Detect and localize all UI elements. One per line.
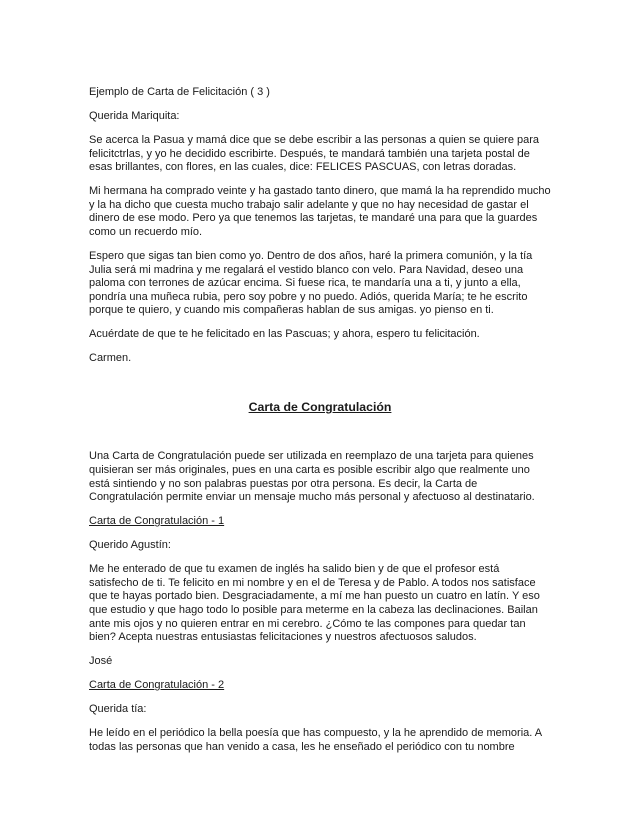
- section-intro: Una Carta de Congratulación puede ser utilizada en reemplazo de una tarjeta para quienes quisieran ser más originales, pues en una carta es posible escribir algo que realmente uno está sintiendo y no son palabras puestas por otra persona. Es decir, la Carta de Congratulación permite enviar un mensaje mucho más personal y afectuoso al destinatario.: [89, 450, 535, 504]
- letter-greeting: Querido Agustín:: [89, 539, 171, 552]
- document-page: [89, 86, 551, 754]
- letter-signature: Carmen.: [89, 352, 132, 365]
- letter-subtitle: Carta de Congratulación - 2: [89, 679, 225, 692]
- letter-paragraph: Espero que sigas tan bien como yo. Dentro de dos años, haré la primera comunión, y la tía Julia será mi madrina y me regalará el vestido blanco con velo. Para Navidad, deseo una paloma con terrones de azúcar encima. Si fuese rica, te mandaría una a ti, y junto a ella, pondría una muñeca rubia, pero soy pobre y no puedo. Adiós, querida María; te he escrito porque te quiero, y cuando mis compañeras hablan de sus amigas. yo pienso en ti.: [89, 249, 533, 317]
- letter-subtitle: Carta de Congratulación - 1: [89, 515, 225, 528]
- section-heading: Carta de Congratulación: [248, 399, 392, 414]
- letter-body: Me he enterado de que tu examen de inglés ha salido bien y de que el profesor está satisfecho de ti. Te felicito en mi nombre y en el de Teresa y de Pablo. A todos nos satisface que te hayas portado bien. Desgraciadamente, a mí me han puesto un cuatro en latín. Y eso que estudio y que hago todo lo posible para meterme en la cabeza las declinaciones. Bailan ante mis ojos y no quieren entrar en mi cerebro. ¿Cómo te las compones para quedar tan bien? Acepta nuestras entusiastas felicitaciones y nuestros afectuosos saludos.: [89, 563, 540, 644]
- letter-greeting: Querida tía:: [89, 703, 147, 716]
- letter-greeting: Querida Mariquita:: [89, 109, 180, 122]
- letter-paragraph: Acuérdate de que te he felicitado en las Pascuas; y ahora, espero tu felicitación.: [89, 328, 480, 341]
- section-heading-wrap: [89, 401, 551, 416]
- letter-title: Ejemplo de Carta de Felicitación ( 3 ): [89, 86, 270, 98]
- letter-paragraph: Mi hermana ha comprado veinte y ha gastado tanto dinero, que mamá la ha reprendido mucho y la ha dicho que cuesta mucho trabajo salir adelante y que no hay necesidad de gastar el dinero de ese modo. Pero ya que tenemos las tarjetas, te mandaré una para que la guardes como un recuerdo mío.: [89, 185, 551, 238]
- letter-body: He leído en el periódico la bella poesía que has compuesto, y la he aprendido de memoria. A todas las personas que han venido a casa, les he enseñado el periódico con tu nombre: [89, 727, 542, 753]
- letter-paragraph: Se acerca la Pasua y mamá dice que se debe escribir a las personas a quien se quiere para felicitctrlas, y yo he decidido escribirte. Después, te mandará también una tarjeta postal de esas brillantes, con flores, en las cuales, dice: FELICES PASCUAS, con letras doradas.: [89, 133, 540, 174]
- letter-signature: José: [89, 655, 113, 668]
